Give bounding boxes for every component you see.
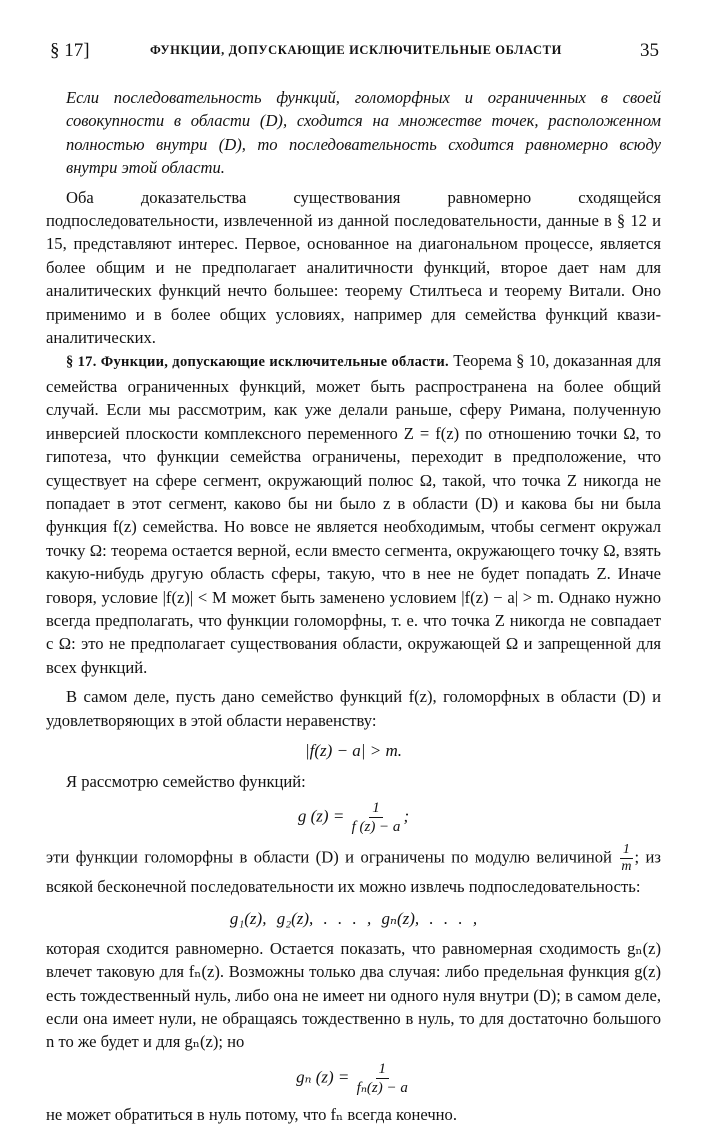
running-header	[46, 40, 661, 70]
paragraph-convergence: которая сходится равномерно. Остается показать, что равномерная сходимость gₙ(z) влечет таковую для fₙ(z). Возможны только два случая: либо предельная функция g(z) есть тождественный нуль, либо она не имеет ни одного нуля внутри (D); в самом деле, если она имеет нули, не обращаясь тождественно в нуль, то для достаточно большого n то же будет и для gₙ(z); но	[46, 938, 661, 1052]
g-fraction	[349, 799, 404, 836]
gn-formula	[46, 1060, 661, 1097]
g-numerator: 1	[369, 799, 383, 818]
section-17-body: Теорема § 10, доказанная для семейства ограниченных функций, может быть распространена на более общий случай. Если мы рассмотрим, как уже делали раньше, сферу Римана, полученную инверсией плоскости комплексного переменного Z = f(z) по отношению точки Ω, то гипотеза, что функции семейства ограничены, переходит в предположение, что существует на сфере сегмент, окружающий полюс Ω, такой, что точка Z никогда не попадает в этот сегмент, каково бы ни было z в области (D) и какова бы ни была функция f(z) семейства. Но вовсе не является необходимым, чтобы сегмент окружал точку Ω: теорема остается верной, если вместо сегмента, окружающего точку Ω, взять какую-нибудь другую область сферы, такую, что в нее не будет попадать Z. Иначе говоря, условие |f(z)| < M может быть заменено условием |f(z) − a| > m. Однако нужно всегда предполагать, что функции голоморфны, т. е. что точка Z никогда не совпадает с Ω: это не предполагает существования области, окружающей Ω и запрещенной для всех функций.	[46, 351, 661, 677]
section-17-paragraph	[46, 349, 661, 679]
page-number: 35	[640, 40, 659, 61]
gn-numerator: 1	[376, 1060, 390, 1079]
gn-denominator: fₙ(z) − a	[356, 1079, 408, 1096]
bound-fraction	[618, 842, 634, 875]
section-marker: § 17]	[50, 40, 90, 61]
gn-fraction	[354, 1060, 411, 1097]
paragraph-proofs: Оба доказательства существования равномерно сходящейся подпоследовательности, извлеченной из данной последовательности, данные в § 12 и 15, представляют интерес. Первое, основанное на диагональном процессе, является более общим и не предполагает аналитичности функций, второе дает нам для аналитических функций нечто большее: теорему Стилтьеса и теорему Витали. Оно применимо и в более общих условиях, например для семейства функций квази-аналитических.	[46, 187, 661, 348]
inequality-formula: |f(z) − a| > m.	[305, 740, 402, 760]
bound-denominator: m	[621, 859, 632, 875]
bounded-text-before: эти функции голоморфны в области (D) и ограничены по модулю величиной	[46, 847, 619, 867]
running-title: ФУНКЦИИ, ДОПУСКАЮЩИЕ ИСКЛЮЧИТЕЛЬНЫЕ ОБЛАСТИ	[150, 43, 562, 57]
g-definition-formula	[46, 799, 661, 836]
paragraph-bounded	[46, 842, 661, 898]
paragraph-consider: Я рассмотрю семейство функций:	[66, 771, 306, 791]
bound-numerator: 1	[620, 842, 633, 859]
g-lhs: g (z) =	[297, 806, 349, 826]
g-denominator: f (z) − a	[351, 819, 401, 836]
paragraph-conclusion: не может обратиться в нуль потому, что fₙ всегда конечно.	[46, 1104, 457, 1124]
paragraph-family: В самом деле, пусть дано семейство функций f(z), голоморфных в области (D) и удовлетворяющих в этой области неравенству:	[46, 687, 661, 730]
g-tail: ;	[403, 806, 410, 826]
bounded-text-after: ; из всякой бесконечной последовательности их можно извлечь подпоследовательность:	[46, 847, 661, 897]
subsequence-formula: g₁(z), g₂(z), . . . , gₙ(z), . . . ,	[229, 908, 478, 928]
gn-lhs: gₙ (z) =	[296, 1067, 354, 1087]
theorem-statement: Если последовательность функций, голоморфных и ограниченных в своей совокупности в области (D), сходится на множестве точек, расположенном полностью внутри (D), то последовательность сходится равномерно всюду внутри этой области.	[66, 88, 661, 178]
section-17-heading: § 17. Функции, допускающие исключительные области.	[66, 354, 449, 371]
